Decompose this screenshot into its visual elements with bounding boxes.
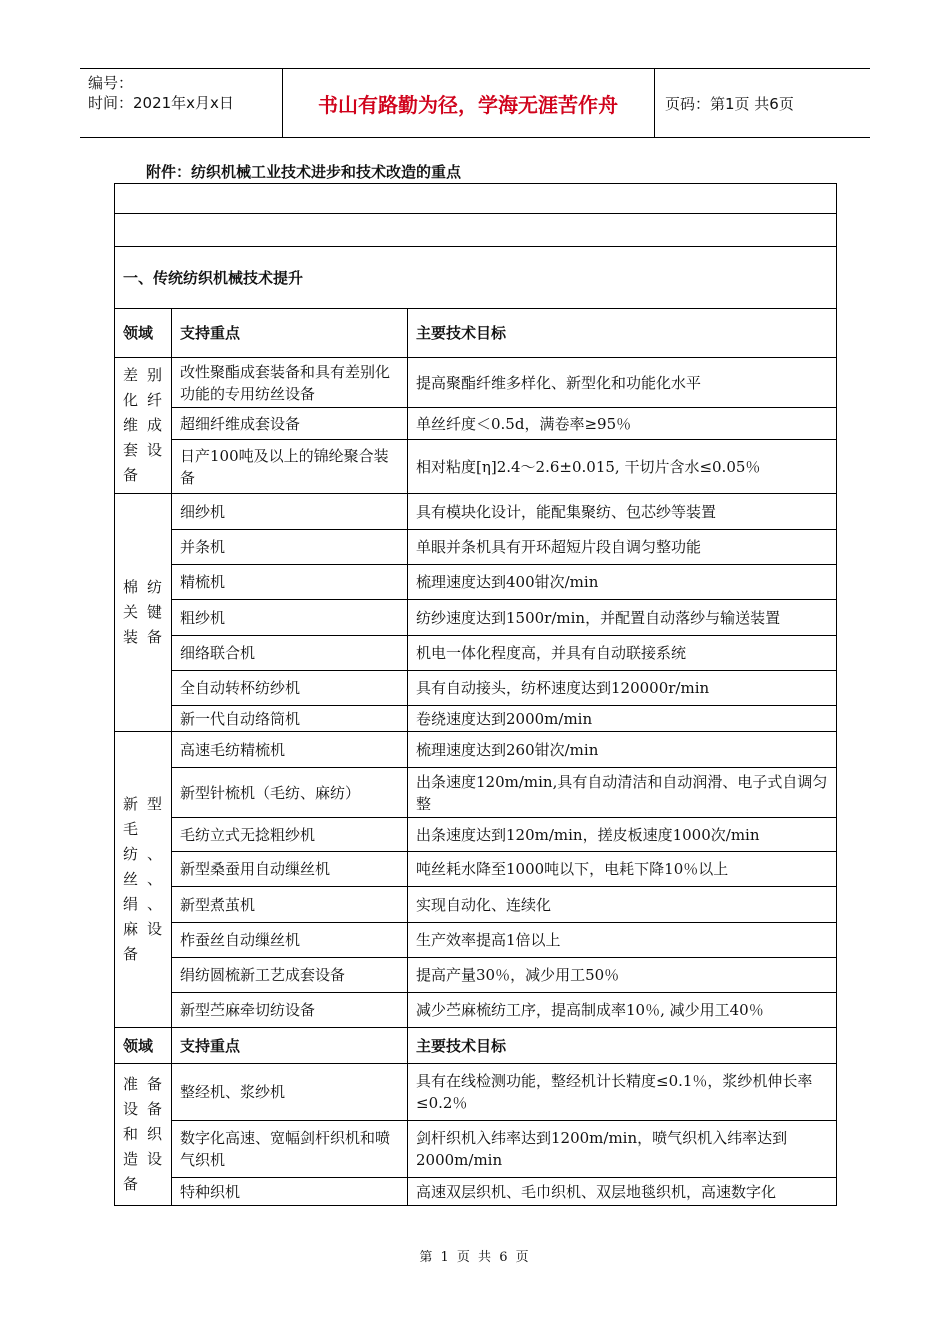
focus-cell: 新型针梳机（毛纺、麻纺） xyxy=(172,768,408,818)
focus-cell: 绢纺圆梳新工艺成套设备 xyxy=(172,958,408,993)
target-cell: 减少苎麻梳纺工序，提高制成率10％, 减少用工40％ xyxy=(408,993,837,1028)
header-area: 领域 xyxy=(115,309,172,358)
empty-row xyxy=(115,184,837,214)
header-area: 领域 xyxy=(115,1028,172,1064)
tech-table xyxy=(114,183,837,1206)
focus-cell: 超细纤维成套设备 xyxy=(172,408,408,440)
target-cell: 梳理速度达到260钳次/min xyxy=(408,732,837,768)
target-cell: 具有模块化设计，能配集聚纺、包芯纱等装置 xyxy=(408,494,837,530)
target-cell: 梳理速度达到400钳次/min xyxy=(408,565,837,600)
focus-cell: 粗纱机 xyxy=(172,600,408,636)
table-row xyxy=(115,1121,837,1178)
table-row xyxy=(115,993,837,1028)
page-footer: 第 1 页 共 6 页 xyxy=(419,1250,531,1265)
focus-cell: 高速毛纺精梳机 xyxy=(172,732,408,768)
table-row xyxy=(115,887,837,923)
target-cell: 卷绕速度达到2000m/min xyxy=(408,706,837,732)
target-cell: 剑杆织机入纬率达到1200m/min，喷气织机入纬率达到2000m/min xyxy=(408,1121,837,1178)
table-row xyxy=(115,636,837,671)
target-cell: 机电一体化程度高，并具有自动联接系统 xyxy=(408,636,837,671)
header-divider xyxy=(654,69,655,137)
time-label: 时间：2021年x月x日 xyxy=(88,94,234,112)
focus-cell: 日产100吨及以上的锦纶聚合装备 xyxy=(172,440,408,494)
header-target: 主要技术目标 xyxy=(408,309,837,358)
focus-cell: 整经机、浆纱机 xyxy=(172,1064,408,1121)
table-header-row xyxy=(115,309,837,358)
focus-cell: 新一代自动络筒机 xyxy=(172,706,408,732)
header-focus: 支持重点 xyxy=(172,309,408,358)
table-row xyxy=(115,358,837,408)
area-cell: 棉纺关键装备 xyxy=(115,494,172,732)
target-cell: 具有在线检测功能，整经机计长精度≤0.1％，浆纱机伸长率≤0.2％ xyxy=(408,1064,837,1121)
target-cell: 提高聚酯纤维多样化、新型化和功能化水平 xyxy=(408,358,837,408)
focus-cell: 改性聚酯成套装备和具有差别化功能的专用纺丝设备 xyxy=(172,358,408,408)
target-cell: 出条速度达到120m/min，搓皮板速度1000次/min xyxy=(408,818,837,852)
focus-cell: 新型苎麻牵切纺设备 xyxy=(172,993,408,1028)
focus-cell: 毛纺立式无捻粗纱机 xyxy=(172,818,408,852)
table-row xyxy=(115,1064,837,1121)
target-cell: 单眼并条机具有开环超短片段自调匀整功能 xyxy=(408,530,837,565)
table-row xyxy=(115,818,837,852)
motto: 书山有路勤为径，学海无涯苦作舟 xyxy=(318,92,618,117)
table-row xyxy=(115,440,837,494)
table-row xyxy=(115,494,837,530)
target-cell: 提高产量30％，减少用工50％ xyxy=(408,958,837,993)
target-cell: 生产效率提高1倍以上 xyxy=(408,923,837,958)
target-cell: 相对粘度[η]2.4～2.6±0.015, 干切片含水≤0.05％ xyxy=(408,440,837,494)
table-row xyxy=(115,923,837,958)
table-row xyxy=(115,565,837,600)
header-target: 主要技术目标 xyxy=(408,1028,837,1064)
header-focus: 支持重点 xyxy=(172,1028,408,1064)
page-label: 页码：第1页 共6页 xyxy=(665,94,794,113)
focus-cell: 并条机 xyxy=(172,530,408,565)
focus-cell: 全自动转杯纺纱机 xyxy=(172,671,408,706)
table-row xyxy=(115,671,837,706)
target-cell: 高速双层织机、毛巾织机、双层地毯织机，高速数字化 xyxy=(408,1178,837,1206)
focus-cell: 精梳机 xyxy=(172,565,408,600)
target-cell: 出条速度120m/min,具有自动清洁和自动润滑、电子式自调匀整 xyxy=(408,768,837,818)
target-cell: 单丝纤度＜0.5d，满卷率≥95％ xyxy=(408,408,837,440)
target-cell: 吨丝耗水降至1000吨以下，电耗下降10％以上 xyxy=(408,852,837,887)
area-cell: 准备设备和织造设备 xyxy=(115,1064,172,1206)
area-cell: 新型毛纺、丝、绢、麻设备 xyxy=(115,732,172,1028)
section-row xyxy=(115,247,837,309)
table-row xyxy=(115,600,837,636)
doc-title: 附件：纺织机械工业技术进步和技术改造的重点 xyxy=(146,163,462,181)
page-header xyxy=(80,68,870,138)
target-cell: 纺纱速度达到1500r/min，并配置自动落纱与输送装置 xyxy=(408,600,837,636)
section-title: 一、传统纺织机械技术提升 xyxy=(115,247,837,309)
table-row xyxy=(115,732,837,768)
focus-cell: 特种织机 xyxy=(172,1178,408,1206)
table-row xyxy=(115,706,837,732)
area-cell: 差别化纤维成套设备 xyxy=(115,358,172,494)
number-label: 编号： xyxy=(88,74,134,92)
table-row xyxy=(115,768,837,818)
table-row xyxy=(115,852,837,887)
focus-cell: 数字化高速、宽幅剑杆织机和喷气织机 xyxy=(172,1121,408,1178)
focus-cell: 细络联合机 xyxy=(172,636,408,671)
focus-cell: 细纱机 xyxy=(172,494,408,530)
target-cell: 具有自动接头，纺杯速度达到120000r/min xyxy=(408,671,837,706)
table-row xyxy=(115,1178,837,1206)
focus-cell: 新型煮茧机 xyxy=(172,887,408,923)
header-meta xyxy=(88,73,278,113)
target-cell: 实现自动化、连续化 xyxy=(408,887,837,923)
table-row xyxy=(115,408,837,440)
empty-row xyxy=(115,214,837,247)
focus-cell: 柞蚕丝自动缫丝机 xyxy=(172,923,408,958)
focus-cell: 新型桑蚕用自动缫丝机 xyxy=(172,852,408,887)
table-row xyxy=(115,958,837,993)
table-header-row xyxy=(115,1028,837,1064)
table-row xyxy=(115,530,837,565)
